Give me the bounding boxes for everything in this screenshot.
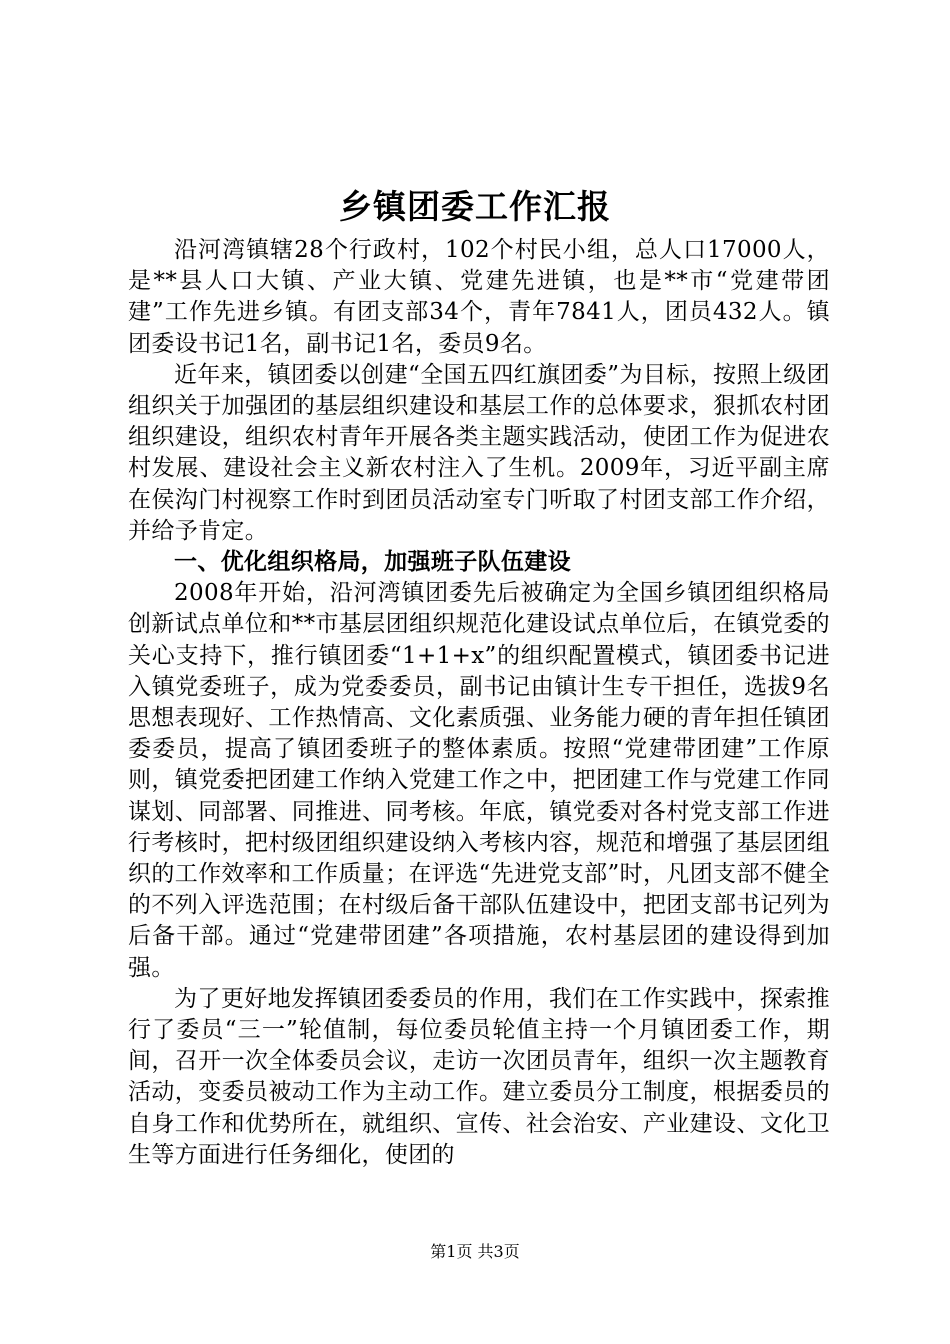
paragraph-section-1: 2008年开始，沿河湾镇团委先后被确定为全国乡镇团组织格局创新试点单位和**市基层团组织规范化建设试点单位后，在镇党委的关心支持下，推行镇团委“1+1+x”的组织配置模式，镇团委书记进入镇党委班子，成为党委委员，副书记由镇计生专干担任，选拔9名思想表现好、工作热情高、文化素质强、业务能力硬的青年担任镇团委委员，提高了镇团委班子的整体素质。按照“党建带团建”工作原则，镇党委把团建工作纳入党建工作之中，把团建工作与党建工作同谋划、同部署、同推进、同考核。年底，镇党委对各村党支部工作进行考核时，把村级团组织建设纳入考核内容，规范和增强了基层团组织的工作效率和工作质量；在评选“先进党支部”时，凡团支部不健全的不列入评选范围；在村级后备干部队伍建设中，把团支部书记列为后备干部。通过“党建带团建”各项措施，农村基层团的建设得到加强。: [128, 580, 830, 981]
document-title: 乡镇团委工作汇报: [339, 187, 611, 226]
paragraph-intro: 沿河湾镇辖28个行政村，102个村民小组，总人口17000人，是**县人口大镇、产业大镇、党建先进镇，也是**市“党建带团建”工作先进乡镇。有团支部34个，青年7841人，团员432人。镇团委设书记1名，副书记1名，委员9名。: [128, 237, 830, 357]
page-footer: 第1页 共3页: [430, 1242, 520, 1261]
section-heading: 一、优化组织格局，加强班子队伍建设: [174, 549, 571, 576]
document-body: [128, 235, 830, 1171]
paragraph-recent-years: 近年来，镇团委以创建“全国五四红旗团委”为目标，按照上级团组织关于加强团的基层组织建设和基层工作的总体要求，狠抓农村团组织建设，组织农村青年开展各类主题实践活动，使团工作为促进农村发展、建设社会主义新农村注入了生机。2009年，习近平副主席在侯沟门村视察工作时到团员活动室专门听取了村团支部工作介绍，并给予肯定。: [128, 361, 830, 544]
paragraph-section-2: 为了更好地发挥镇团委委员的作用，我们在工作实践中，探索推行了委员“三一”轮值制，每位委员轮值主持一个月镇团委工作，期间，召开一次全体委员会议，走访一次团员青年，组织一次主题教育活动，变委员被动工作为主动工作。建立委员分工制度，根据委员的自身工作和优势所在，就组织、宣传、社会治安、产业建设、文化卫生等方面进行任务细化，使团的: [128, 985, 830, 1168]
